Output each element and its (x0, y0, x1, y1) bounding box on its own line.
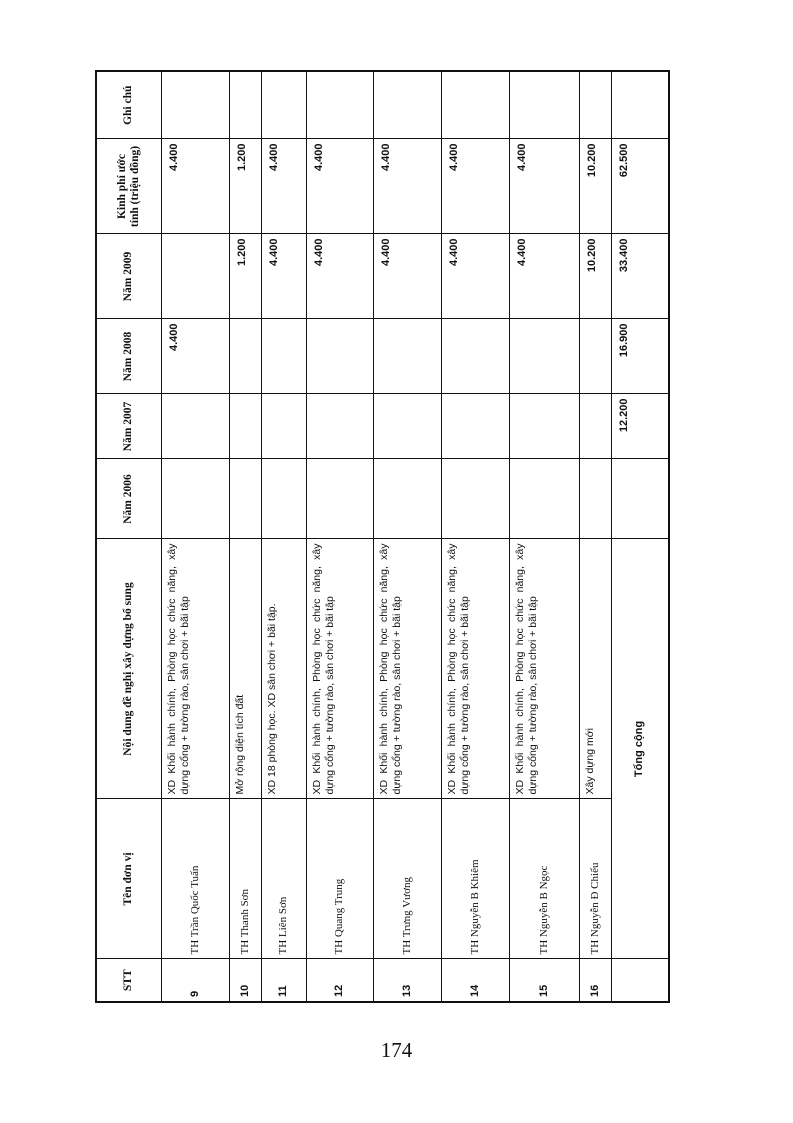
total-y2007: 12.200 (611, 394, 669, 459)
table-row (229, 71, 261, 1002)
cell-stt: 13 (373, 959, 441, 1002)
cell-content: XD Khối hành chính, Phòng học chức năng, xây dựng cổng + tường rào, sân chơi + bãi tập (373, 539, 441, 799)
table-row (373, 71, 441, 1002)
cell-y2008 (441, 319, 509, 394)
cell-content: Xây dựng mới (579, 539, 611, 799)
cell-y2008: 4.400 (161, 319, 229, 394)
cell-note (509, 71, 579, 139)
cell-cost: 4.400 (509, 139, 579, 234)
total-row (611, 71, 669, 1002)
cell-note (229, 71, 261, 139)
cell-name: TH Quang Trung (306, 799, 373, 959)
cell-stt: 11 (261, 959, 306, 1002)
cell-content: XD Khối hành chính, Phòng học chức năng, xây dựng cổng + tường rào, sân chơi + bãi tập (161, 539, 229, 799)
total-cost: 62.500 (611, 139, 669, 234)
cell-y2007 (261, 394, 306, 459)
header-note: Ghi chú (96, 71, 161, 139)
cell-content: Mở rộng diện tích đất (229, 539, 261, 799)
cell-y2009 (161, 234, 229, 319)
cell-note (306, 71, 373, 139)
cell-cost: 10.200 (579, 139, 611, 234)
cell-y2007 (373, 394, 441, 459)
total-y2008: 16.900 (611, 319, 669, 394)
cell-cost: 4.400 (161, 139, 229, 234)
cell-stt: 15 (509, 959, 579, 1002)
total-y2009: 33.400 (611, 234, 669, 319)
cell-y2008 (261, 319, 306, 394)
total-y2006 (611, 459, 669, 539)
cell-stt: 16 (579, 959, 611, 1002)
construction-plan-table (95, 70, 670, 1003)
cell-y2007 (306, 394, 373, 459)
cell-name: TH Trưng Vương (373, 799, 441, 959)
header-row (96, 71, 161, 1002)
total-label: Tổng cộng (611, 539, 669, 959)
cell-y2009: 10.200 (579, 234, 611, 319)
cell-cost: 4.400 (373, 139, 441, 234)
cell-y2008 (579, 319, 611, 394)
table-row (261, 71, 306, 1002)
cell-y2009: 4.400 (441, 234, 509, 319)
rotated-table-container (95, 72, 668, 1003)
cell-y2008 (509, 319, 579, 394)
cell-y2009: 4.400 (261, 234, 306, 319)
cell-y2009: 1.200 (229, 234, 261, 319)
cell-cost: 4.400 (441, 139, 509, 234)
cell-y2009: 4.400 (509, 234, 579, 319)
header-stt: STT (96, 959, 161, 1002)
header-2007: Năm 2007 (96, 394, 161, 459)
total-note (611, 71, 669, 139)
header-unit-name: Tên đơn vị (96, 799, 161, 959)
cell-y2006 (441, 459, 509, 539)
table-row (509, 71, 579, 1002)
page-number: 174 (380, 1038, 413, 1062)
header-content: Nội dung đề nghị xây dựng bổ sung (96, 539, 161, 799)
cell-y2008 (306, 319, 373, 394)
cell-cost: 4.400 (306, 139, 373, 234)
cell-note (261, 71, 306, 139)
cell-name: TH Nguyễn B Ngọc (509, 799, 579, 959)
cell-y2007 (229, 394, 261, 459)
cell-y2006 (509, 459, 579, 539)
cell-y2009: 4.400 (373, 234, 441, 319)
cell-name: TH Nguyễn B Khiêm (441, 799, 509, 959)
cell-stt: 10 (229, 959, 261, 1002)
cell-content: XD Khối hành chính, Phòng học chức năng, xây dựng cổng + tường rào, sân chơi + bãi tập (441, 539, 509, 799)
cell-y2007 (509, 394, 579, 459)
cell-note (579, 71, 611, 139)
cell-stt: 9 (161, 959, 229, 1002)
cell-stt-empty (611, 959, 669, 1002)
header-2009: Năm 2009 (96, 234, 161, 319)
cell-y2006 (229, 459, 261, 539)
cell-content: XD Khối hành chính, Phòng học chức năng, xây dựng cổng + tường rào, sân chơi + bãi tập (509, 539, 579, 799)
cell-note (441, 71, 509, 139)
cell-y2007 (579, 394, 611, 459)
cell-note (373, 71, 441, 139)
cell-name: TH Nguyễn Đ Chiểu (579, 799, 611, 959)
cell-note (161, 71, 229, 139)
cell-name: TH Trần Quốc Tuấn (161, 799, 229, 959)
cell-name: TH Thanh Sơn (229, 799, 261, 959)
cell-y2006 (261, 459, 306, 539)
cell-y2007 (161, 394, 229, 459)
cell-y2006 (161, 459, 229, 539)
table-row (441, 71, 509, 1002)
cell-stt: 12 (306, 959, 373, 1002)
table-row (579, 71, 611, 1002)
cell-y2009: 4.400 (306, 234, 373, 319)
header-cost: Kinh phí ước tính (triệu đồng) (96, 139, 161, 234)
table-row (306, 71, 373, 1002)
cell-cost: 4.400 (261, 139, 306, 234)
cell-y2006 (306, 459, 373, 539)
cell-cost: 1.200 (229, 139, 261, 234)
cell-y2006 (373, 459, 441, 539)
table-row (161, 71, 229, 1002)
cell-y2007 (441, 394, 509, 459)
header-2006: Năm 2006 (96, 459, 161, 539)
header-2008: Năm 2008 (96, 319, 161, 394)
cell-content: XD 18 phòng học. XD sân chơi + bãi tập. (261, 539, 306, 799)
cell-y2006 (579, 459, 611, 539)
cell-y2008 (229, 319, 261, 394)
cell-content: XD Khối hành chính, Phòng học chức năng, xây dựng cổng + tường rào, sân chơi + bãi tập (306, 539, 373, 799)
cell-name: TH Liên Sơn (261, 799, 306, 959)
cell-y2008 (373, 319, 441, 394)
cell-stt: 14 (441, 959, 509, 1002)
